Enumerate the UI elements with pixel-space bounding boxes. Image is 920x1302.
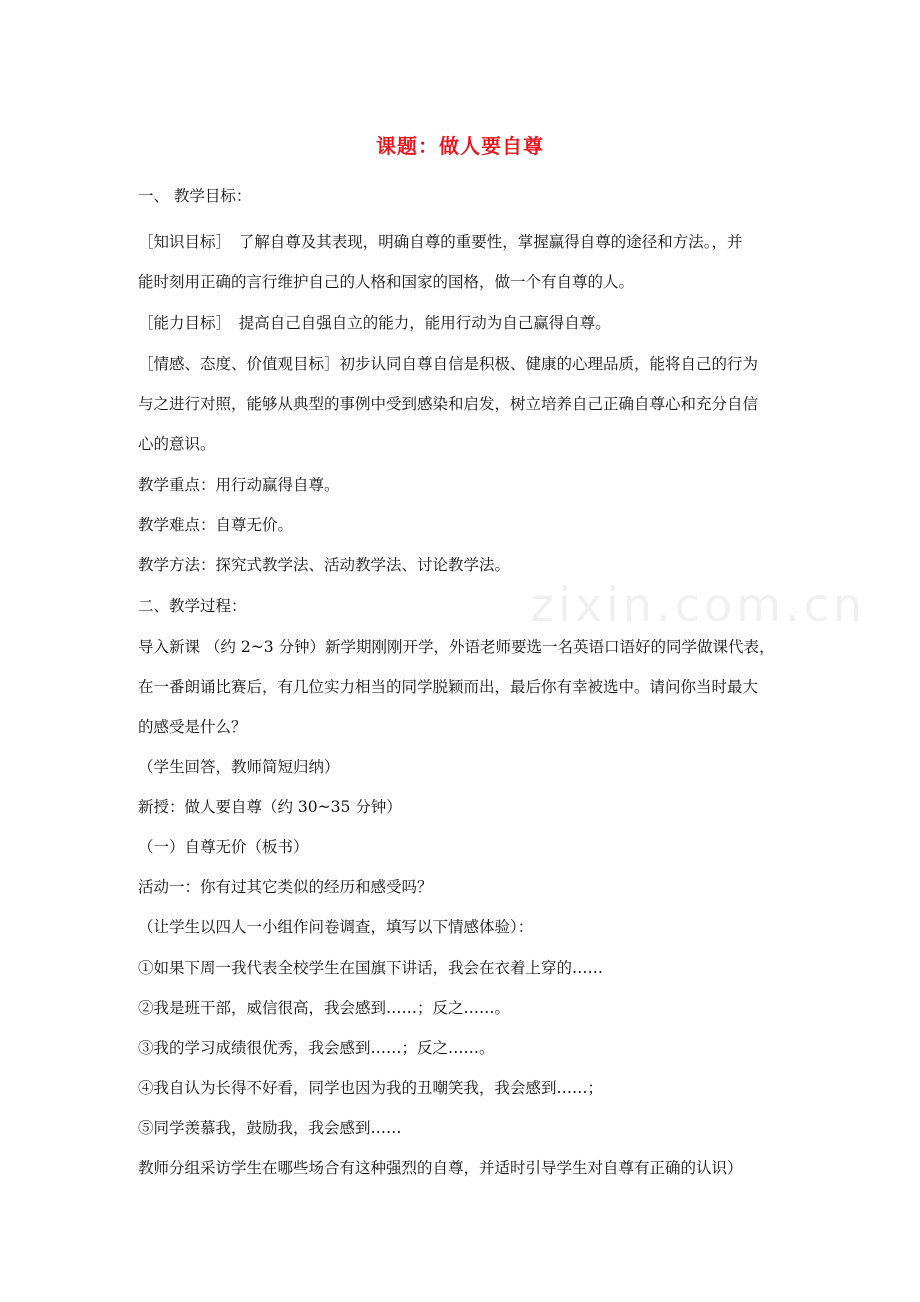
paragraph-line: ［情感、态度、价值观目标］初步认同自尊自信是积极、健康的心理品质，能将自己的行为: [138, 355, 759, 373]
paragraph-line: （让学生以四人一小组作问卷调查，填写以下情感体验）：: [138, 918, 534, 936]
paragraph-line: 教学难点：自尊无价。: [138, 516, 294, 534]
watermark: zixin.com.cn: [530, 578, 867, 632]
paragraph-line: （学生回答，教师简短归纳）: [138, 758, 340, 776]
paragraph-line: ［知识目标］ 了解自尊及其表现，明确自尊的重要性，掌握赢得自尊的途径和方法。，并: [138, 233, 743, 251]
paragraph-line: 教学方法：探究式教学法、活动教学法、讨论教学法。: [138, 556, 511, 574]
paragraph-line: 教师分组采访学生在哪些场合有这种强烈的自尊，并适时引导学生对自尊有正确的认识）: [138, 1159, 743, 1177]
list-item: ④我自认为长得不好看，同学也因为我的丑嘲笑我，我会感到……；: [138, 1079, 604, 1097]
paragraph-line: ［能力目标］ 提高自己自强自立的能力，能用行动为自己赢得自尊。: [138, 314, 611, 332]
paragraph-line: 能时刻用正确的言行维护自己的人格和国家的国格，做一个有自尊的人。: [138, 273, 635, 291]
paragraph-line: 在一番朗诵比赛后，有几位实力相当的同学脱颖而出，最后你有幸被选中。请问你当时最大: [138, 678, 759, 696]
document-title: 课题：做人要自尊: [376, 134, 544, 158]
section-heading-process: 二、教学过程：: [138, 597, 247, 615]
list-item: ③我的学习成绩很优秀，我会感到……；反之……。: [138, 1039, 495, 1057]
paragraph-line: 教学重点：用行动赢得自尊。: [138, 476, 340, 494]
paragraph-line: 活动一：你有过其它类似的经历和感受吗？: [138, 878, 433, 896]
paragraph-line: 心的意识。: [138, 435, 216, 453]
paragraph-line: 的感受是什么？: [138, 718, 247, 736]
list-item: ①如果下周一我代表全校学生在国旗下讲话，我会在衣着上穿的……: [138, 959, 604, 977]
list-item: ②我是班干部，威信很高，我会感到……；反之……。: [138, 999, 511, 1017]
list-item: ⑤同学羡慕我，鼓励我，我会感到……: [138, 1119, 402, 1137]
paragraph-line: 导入新课 （约 2~3 分钟）新学期刚刚开学，外语老师要选一名英语口语好的同学做课代表，: [138, 638, 775, 656]
section-heading-objectives: 一、 教学目标：: [138, 187, 252, 205]
paragraph-line: （一）自尊无价（板书）: [138, 838, 309, 856]
paragraph-line: 新授：做人要自尊（约 30~35 分钟）: [138, 798, 402, 816]
paragraph-line: 与之进行对照，能够从典型的事例中受到感染和启发，树立培养自己正确自尊心和充分自信: [138, 395, 759, 413]
